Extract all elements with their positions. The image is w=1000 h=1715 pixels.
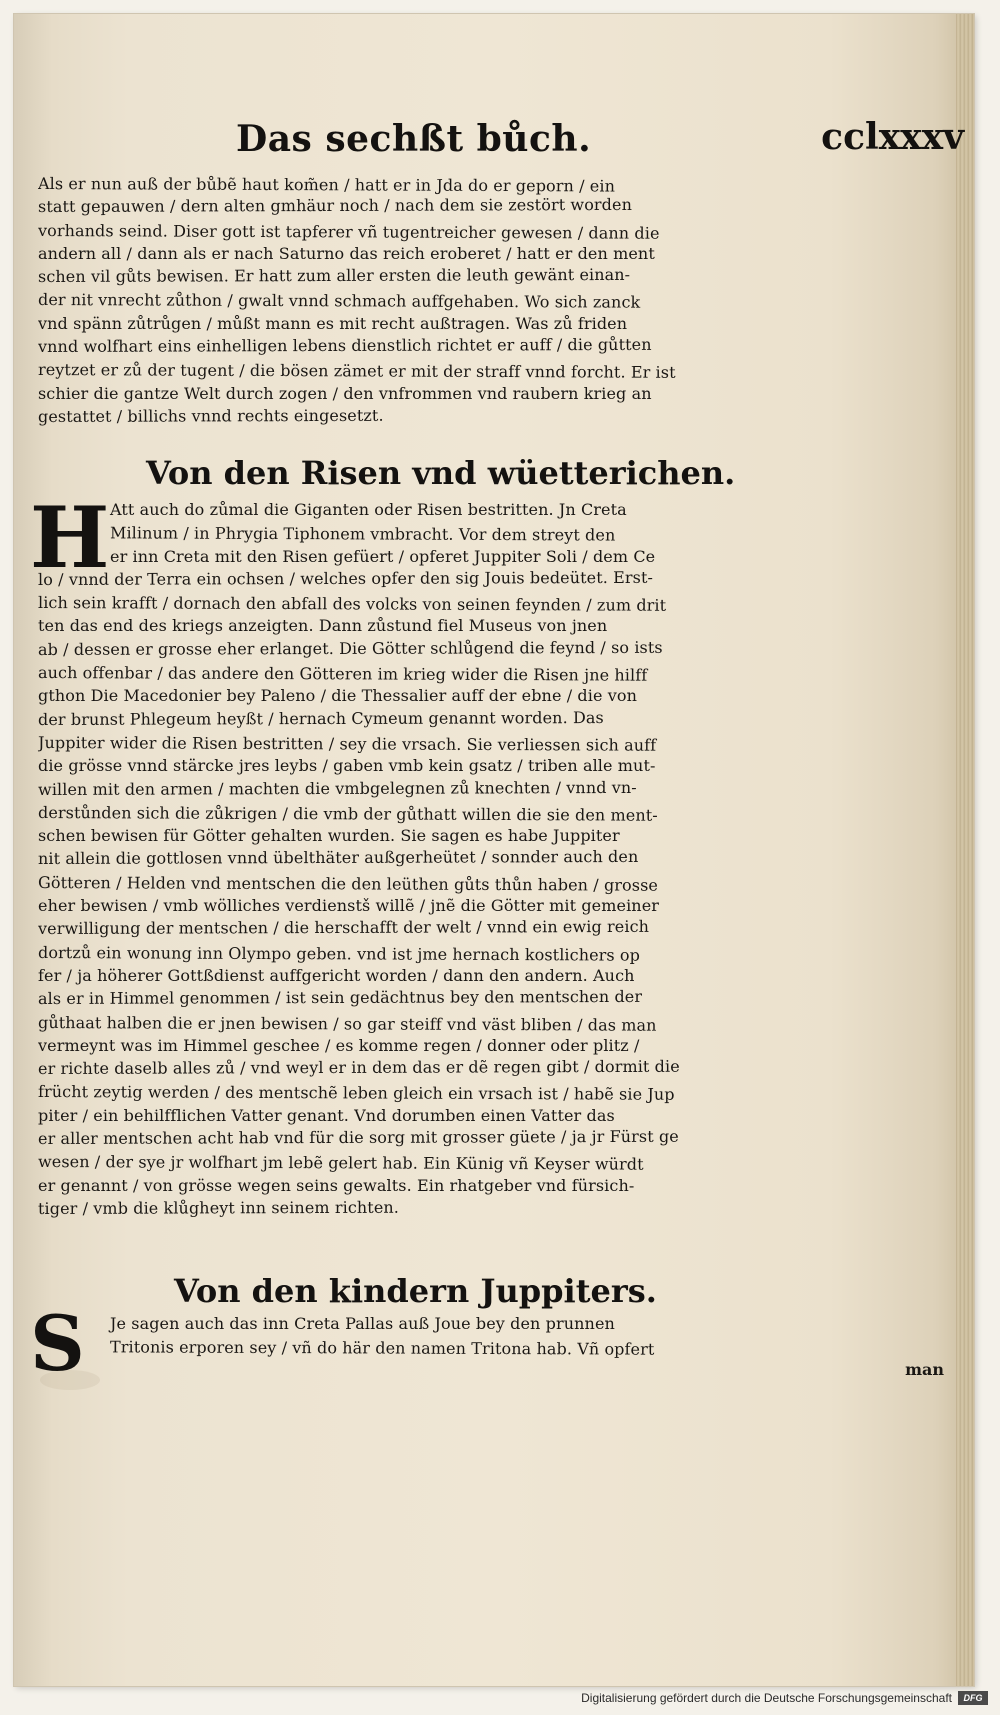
footer-credit: Digitalisierung gefördert durch die Deutsche Forschungsgemeinschaft	[581, 1691, 952, 1705]
text-line: der brunst Phlegeum heyßt / hernach Cymeum genannt worden. Das	[37, 707, 604, 729]
text-line: Je sagen auch das inn Creta Pallas auß Joue bey den prunnen	[110, 1314, 615, 1333]
drop-cap-initial: H	[30, 488, 110, 587]
text-line: Milinum / in Phrygia Tiphonem vmbracht. Vor dem streyt den	[109, 523, 616, 545]
text-line: andern all / dann als er nach Saturno das reich eroberet / hatt er den ment	[38, 243, 655, 263]
text-line: gestattet / billichs vnnd rechts eingesetzt.	[37, 405, 384, 426]
text-line: als er in Himmel genommen / ist sein gedächtnus bey den mentschen der	[37, 987, 643, 1009]
text-line: dortzů ein wonung inn Olympo geben. vnd ist jme hernach kostlichers op	[37, 942, 641, 965]
text-line: ten das end des kriegs anzeigten. Dann zůstund fiel Museus von jnen	[38, 616, 608, 636]
text-line: er aller mentschen acht hab vnd für die sorg mit grosser güete / ja jr Fürst ge	[37, 1126, 679, 1149]
text-line: lo / vnnd der Terra ein ochsen / welches opfer den sig Jouis bedeütet. Erst-	[37, 567, 654, 589]
text-line: piter / ein behilfflichen Vatter genant. Vnd dorumben einen Vatter das	[38, 1105, 615, 1125]
digitization-footer	[440, 1688, 988, 1708]
text-line: vermeynt was im Himmel geschee / es komme regen / donner oder plitz /	[38, 1035, 640, 1055]
text-line: nit allein die gottlosen vnnd übelthäter außgerheütet / sonnder auch den	[37, 847, 639, 869]
text-line: reytzet er zů der tugent / die bösen zämet er mit der straff vnnd forcht. Er ist	[37, 360, 676, 383]
text-line: wesen / der sye jr wolfhart jm lebẽ gelert hab. Ein Künig vñ Keyser würdt	[37, 1152, 644, 1174]
text-line: er richte daselb alles zů / vnd weyl er in dem das er dẽ regen gibt / dormit die	[37, 1056, 680, 1079]
text-line: gůthaat halben die er jnen bewisen / so gar steiff vnd väst bliben / das man	[37, 1012, 657, 1035]
text-line: die grösse vnnd stärcke jres leybs / gaben vmb kein gsatz / triben alle mut-	[38, 756, 656, 776]
section-heading-kindern: Von den kindern Juppiters.	[174, 1272, 657, 1310]
text-line: schen bewisen für Götter gehalten wurden. Sie sagen es habe Juppiter	[38, 826, 620, 846]
text-line: derstůnden sich die zůkrigen / die vmb der gůthatt willen die sie den ment-	[37, 802, 658, 825]
text-line: schen vil gůts bewisen. Er hatt zum aller ersten die leuth gewänt einan-	[37, 265, 631, 287]
text-line: ab / dessen er grosse eher erlanget. Die Götter schlůgend die feynd / so ists	[37, 637, 663, 659]
dfg-logo-icon: DFG	[958, 1691, 988, 1705]
paper-stain	[40, 1370, 100, 1390]
paragraph-kindern	[38, 1312, 948, 1359]
text-line: statt gepauwen / dern alten gmhäur noch / nach dem sie zestört worden	[37, 195, 633, 217]
text-line: Tritonis erporen sey / vñ do här den namen Tritona hab. Vñ opfert	[109, 1337, 655, 1359]
text-line: eher bewisen / vmb wölliches verdienstš willẽ / jnẽ die Götter mit gemeiner	[38, 896, 660, 916]
text-line: verwilligung der mentschen / die herschafft der welt / vnnd ein ewig reich	[37, 917, 650, 939]
running-head-title: Das sechßt bůch.	[236, 118, 592, 160]
drop-cap-initial: S	[30, 1299, 85, 1388]
paragraph-intro	[38, 172, 948, 428]
text-line: frücht zeytig werden / des mentschẽ leben gleich ein vrsach ist / habẽ sie Jup	[37, 1082, 675, 1105]
text-line: gthon Die Macedonier bey Paleno / die Thessalier auff der ebne / die von	[38, 686, 637, 706]
text-line: Juppiter wider die Risen bestritten / sey die vrsach. Sie verliessen sich auff	[37, 732, 657, 755]
text-line: willen mit den armen / machten die vmbgelegnen zů knechten / vnnd vn-	[37, 777, 637, 799]
text-line: vnnd wolfhart eins einhelligen lebens dienstlich richtet er auff / die gůtten	[37, 334, 652, 357]
text-line: Att auch do zůmal die Giganten oder Risen bestritten. Jn Creta	[110, 500, 627, 519]
text-line: der nit vnrecht zůthon / gwalt vnnd schmach auffgehaben. Wo sich zanck	[37, 290, 641, 313]
text-line: auch offenbar / das andere den Götteren im krieg wider die Risen jne hilff	[37, 663, 648, 685]
text-line: fer / ja höherer Gottßdienst auffgericht worden / dann den andern. Auch	[38, 965, 635, 985]
page-edge	[956, 14, 974, 1686]
text-line: er inn Creta mit den Risen gefüert / opferet Juppiter Soli / dem Ce	[110, 546, 656, 566]
text-line: vorhands seind. Diser gott ist tapferer vñ tugentreicher gewesen / dann die	[37, 220, 660, 243]
text-line: lich sein krafft / dornach den abfall des volcks von seinen feynden / zum drit	[37, 593, 667, 615]
text-line: Als er nun auß der bůbẽ haut kom̃en / hatt er in Jda do er geporn / ein	[37, 174, 616, 196]
text-line: schier die gantze Welt durch zogen / den vnfrommen vnd raubern krieg an	[38, 383, 652, 403]
text-line: tiger / vmb die klůgheyt inn seinem richten.	[37, 1197, 400, 1218]
paragraph-risen	[38, 498, 948, 1220]
catchword: man	[905, 1360, 944, 1379]
folio-number: cclxxxv	[821, 116, 964, 158]
text-line: vnd spänn zůtrůgen / můßt mann es mit recht außtragen. Was zů friden	[38, 313, 628, 333]
text-line: er genannt / von grösse wegen seins gewalts. Ein rhatgeber vnd fürsich-	[38, 1175, 635, 1195]
section-heading-risen: Von den Risen vnd wüetterichen.	[146, 454, 736, 492]
text-line: Götteren / Helden vnd mentschen die den leüthen gůts thůn haben / grosse	[37, 872, 659, 895]
